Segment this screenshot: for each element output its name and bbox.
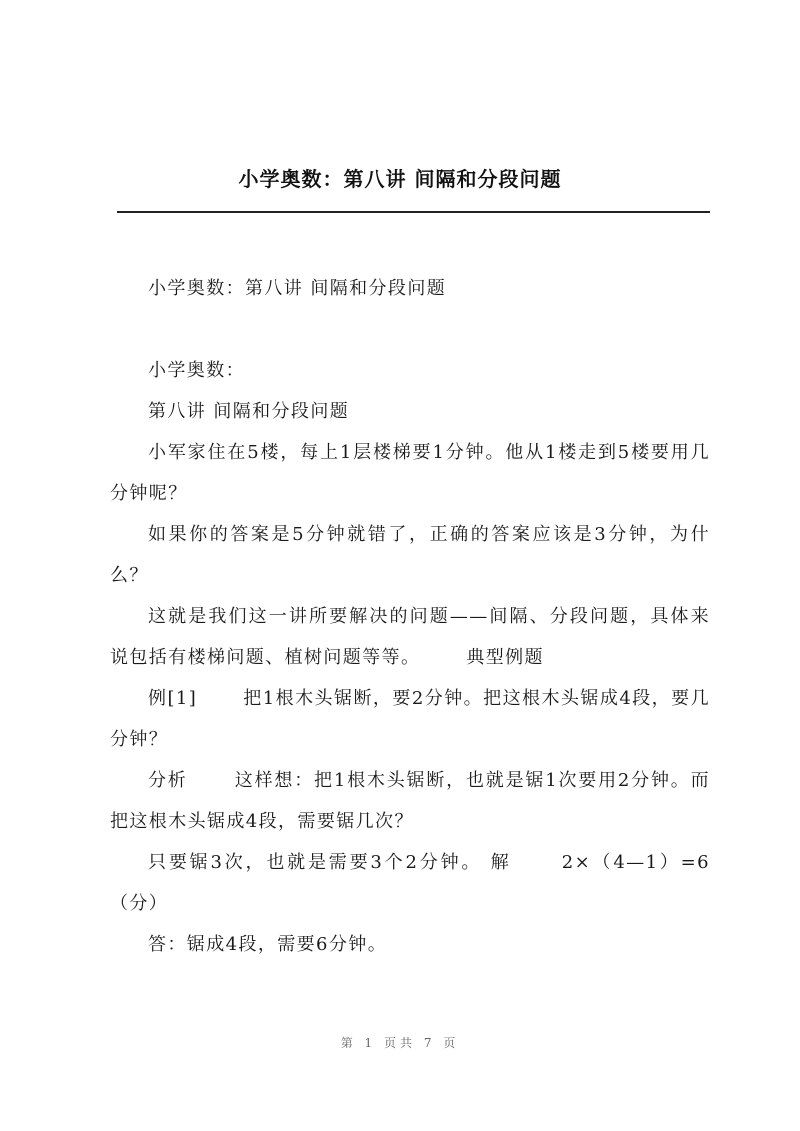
paragraph-heading-repeat: 小学奥数：第八讲 间隔和分段问题: [148, 278, 447, 299]
paragraph-series: 小学奥数：: [148, 360, 245, 381]
page-footer: 第 1 页共 7 页: [340, 1036, 460, 1050]
paragraph-lecture: 第八讲 间隔和分段问题: [148, 401, 350, 422]
paragraph-solution: 只要锯3次，也就是需要3个2分钟。 解 2×（4—1）=6（分）: [110, 852, 710, 914]
paragraph-answer: 答：锯成4段，需要6分钟。: [148, 934, 388, 955]
paragraph-stairs-question: 小军家住在5楼，每上1层楼梯要1分钟。他从1楼走到5楼要用几分钟呢？: [110, 442, 710, 504]
document-title: 小学奥数：第八讲 间隔和分段问题: [238, 167, 562, 191]
paragraph-example-1: 例[1] 把1根木头锯断，要2分钟。把这根木头锯成4段，要几分钟？: [110, 688, 710, 750]
paragraph-intro: 这就是我们这一讲所要解决的问题——间隔、分段问题，具体来说包括有楼梯问题、植树问题等等。 典型例题: [110, 606, 710, 668]
paragraph-analysis: 分析 这样想：把1根木头锯断，也就是锯1次要用2分钟。而把这根木头锯成4段，需要锯几次？: [110, 770, 710, 832]
document-body: [110, 268, 710, 965]
title-underline: [117, 211, 710, 213]
paragraph-answer-hint: 如果你的答案是5分钟就错了，正确的答案应该是3分钟，为什么？: [110, 524, 710, 586]
